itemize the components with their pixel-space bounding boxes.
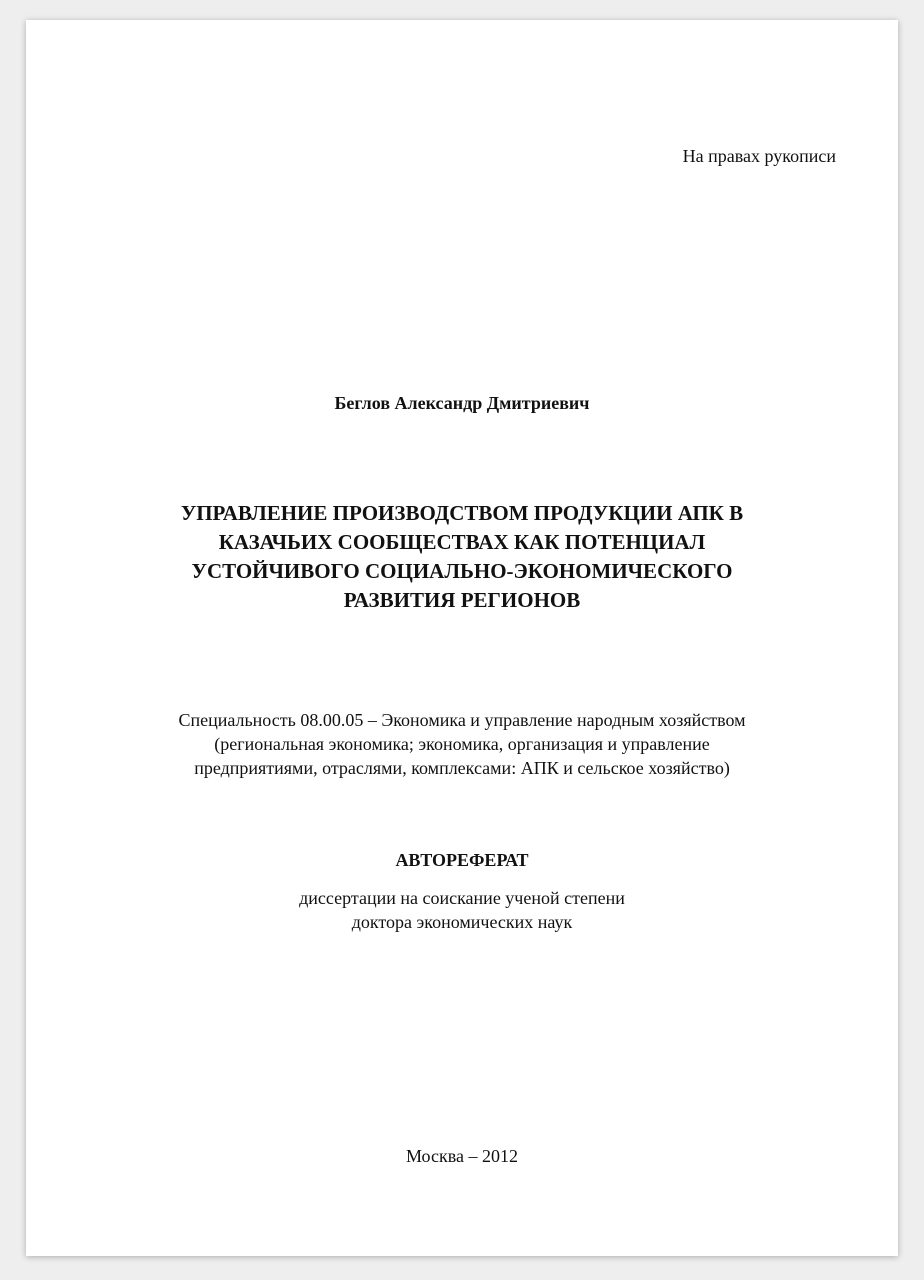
degree-description bbox=[26, 886, 898, 934]
author-name: Беглов Александр Дмитриевич bbox=[334, 393, 590, 413]
document-page bbox=[26, 20, 898, 1256]
dissertation-title bbox=[26, 499, 898, 615]
place-and-year: Москва – 2012 bbox=[406, 1146, 518, 1166]
specialty-description bbox=[26, 708, 898, 780]
specialty-line: предприятиями, отраслями, комплексами: АПК и сельское хозяйство) bbox=[194, 758, 730, 778]
title-line: УПРАВЛЕНИЕ ПРОИЗВОДСТВОМ ПРОДУКЦИИ АПК В bbox=[180, 501, 744, 525]
title-line: УСТОЙЧИВОГО СОЦИАЛЬНО-ЭКОНОМИЧЕСКОГО bbox=[191, 559, 733, 583]
degree-line: доктора экономических наук bbox=[351, 912, 573, 932]
specialty-line: (региональная экономика; экономика, организация и управление bbox=[214, 734, 710, 754]
manuscript-notice: На правах рукописи bbox=[682, 146, 836, 166]
degree-line: диссертации на соискание ученой степени bbox=[299, 888, 625, 908]
specialty-line: Специальность 08.00.05 – Экономика и управление народным хозяйством bbox=[178, 710, 746, 730]
title-line: КАЗАЧЬИХ СООБЩЕСТВАХ КАК ПОТЕНЦИАЛ bbox=[218, 530, 706, 554]
title-line: РАЗВИТИЯ РЕГИОНОВ bbox=[343, 588, 581, 612]
document-type-heading: АВТОРЕФЕРАТ bbox=[395, 850, 529, 870]
